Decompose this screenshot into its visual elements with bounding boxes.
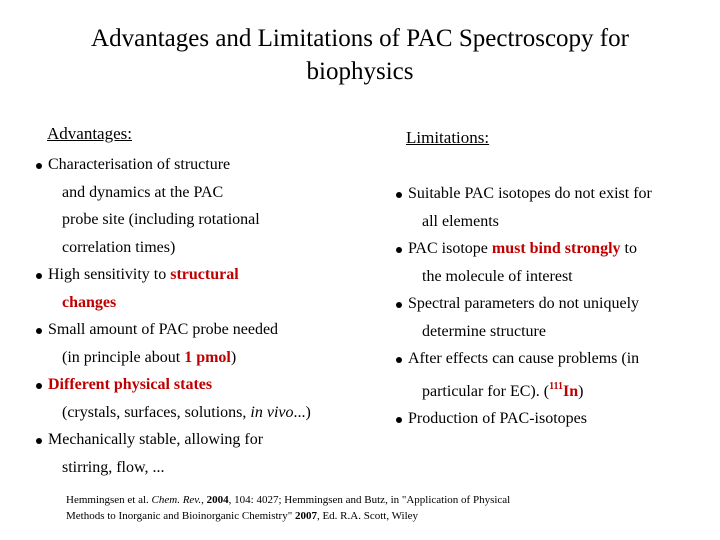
- advantage-item-sensitivity: High sensitivity to structural changes: [36, 261, 376, 316]
- bullet-dot: [396, 247, 402, 253]
- limitations-list: [396, 180, 706, 433]
- limitation-item-binding: PAC isotope must bind strongly to the molecule of interest: [396, 235, 706, 290]
- limitation-item-after-effects: After effects can cause problems (in particular for EC). ($^{111}$In): [396, 345, 706, 405]
- bullet-dot: [36, 328, 42, 334]
- highlight-must-bind: must bind strongly: [491, 240, 621, 257]
- highlight-pmol: 1 pmol: [184, 348, 231, 366]
- title-line-2: biophysics: [306, 58, 414, 85]
- limitation-item-production: Production of PAC-isotopes: [396, 405, 706, 433]
- bullet-dot: [396, 192, 402, 198]
- bullet-dot: [36, 273, 42, 279]
- isotope-symbol: In: [562, 382, 579, 400]
- highlight-structural: structural: [170, 266, 239, 283]
- bullet-dot: [36, 438, 42, 444]
- advantages-heading: Advantages:: [47, 124, 132, 143]
- highlight-changes: changes: [62, 293, 117, 311]
- advantages-list: [36, 151, 376, 481]
- bullet-dot: [396, 302, 402, 308]
- slide-title: [30, 22, 690, 88]
- advantage-item-states: Different physical states (crystals, surfaces, solutions, in vivo...): [36, 371, 376, 426]
- limitation-item-spectral: Spectral parameters do not uniquely determine structure: [396, 290, 706, 345]
- limitations-heading: Limitations:: [406, 128, 490, 147]
- isotope-mass-number: 111: [549, 380, 563, 392]
- advantage-item-amount: Small amount of PAC probe needed (in principle about 1 pmol): [36, 316, 376, 371]
- reference-citation: Hemmingsen et al. Chem. Rev., 2004, 104: 4027; Hemmingsen and Butz, in "Application of Physical Methods to Inorganic and Bioinorganic Chemistry" 2007, Ed. R.A. Scott, Wiley: [66, 494, 511, 522]
- title-line-1: Advantages and Limitations of PAC Spectroscopy for: [91, 25, 629, 52]
- bullet-dot: [36, 163, 42, 169]
- advantage-item-structure: Characterisation of structure and dynamics at the PAC probe site (including rotational correlation times): [36, 151, 376, 261]
- bullet-dot: [396, 357, 402, 363]
- advantage-item-mechanical: Mechanically stable, allowing for stirring, flow, ...: [36, 426, 376, 481]
- bullet-dot: [36, 383, 42, 389]
- bullet-dot: [396, 417, 402, 423]
- highlight-physical-states: Different physical states: [48, 376, 213, 393]
- limitation-item-isotopes: Suitable PAC isotopes do not exist for all elements: [396, 180, 706, 235]
